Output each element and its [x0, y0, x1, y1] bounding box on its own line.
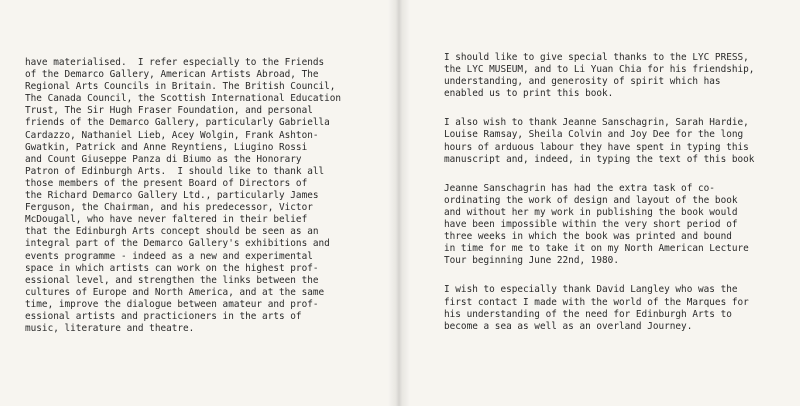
text-line: the Richard Demarco Gallery Ltd., particularly James — [25, 190, 319, 202]
text-line: time, improve the dialogue between amateur and prof- — [25, 298, 319, 310]
text-line: manuscript and, indeed, in typing the text of this book — [444, 153, 755, 165]
text-line: in time for me to take it on my North American Lecture — [444, 243, 749, 255]
text-line: the LYC MUSEUM, and to Li Yuan Chia for his friendship, — [444, 64, 755, 76]
text-line: Ferguson, the Chairman, and his predecessor, Victor — [25, 202, 313, 214]
text-line: ordinating the work of design and layout of the book — [444, 194, 738, 206]
text-line: Jeanne Sanschagrin has had the extra task of co- — [444, 182, 715, 194]
text-line: Patron of Edinburgh Arts. I should like to thank all — [25, 165, 325, 177]
text-line: music, literature and theatre. — [25, 323, 195, 335]
text-line: Gwatkin, Patrick and Anne Reyntiens, Liugino Rossi — [25, 141, 308, 153]
text-line: hours of arduous labour they have spent in typing this — [444, 141, 749, 153]
text-line: have been impossible within the very short period of — [444, 219, 738, 231]
text-line: enabled us to print this book. — [444, 88, 614, 100]
text-line: Tour beginning June 22nd, 1980. — [444, 255, 619, 267]
text-line: essional level, and strengthen the links between the — [25, 274, 319, 286]
text-line: and without her my work in publishing the book would — [444, 206, 738, 218]
text-line: have materialised. I refer especially to the Friends — [25, 57, 325, 68]
text-line: that the Edinburgh Arts concept should be seen as an — [25, 226, 319, 238]
left-page-text — [25, 57, 396, 335]
text-line: Trust, The Sir Hugh Fraser Foundation, and personal — [25, 105, 313, 117]
text-line: I also wish to thank Jeanne Sanschagrin, Sarah Hardie, — [444, 117, 749, 129]
text-line: events programme - indeed as a new and experimental — [25, 250, 313, 262]
text-line: three weeks in which the book was printed and bound — [444, 231, 732, 243]
text-line: those members of the present Board of Directors of — [25, 177, 308, 189]
text-line: essional artists and practicioners in the arts of — [25, 310, 302, 322]
sanschagrin-paragraph — [444, 183, 800, 268]
text-line: The Canada Council, the Scottish International Education — [25, 93, 342, 105]
text-line: Louise Ramsay, Sheila Colvin and Joy Dee for the long — [444, 129, 744, 141]
text-line: friends of the Demarco Gallery, particularly Gabriella — [25, 117, 330, 129]
text-line: integral part of the Demarco Gallery's exhibitions and — [25, 238, 330, 250]
text-line: cultures of Europe and North America, and at the same — [25, 286, 325, 298]
book-gutter — [388, 0, 410, 406]
text-line: first contact I made with the world of the Marques for — [444, 296, 749, 308]
text-line: I should like to give special thanks to the LYC PRESS, — [444, 52, 749, 63]
text-line: I wish to especially thank David Langley who was the — [444, 284, 738, 296]
text-line: Regional Arts Councils in Britain. The British Council, — [25, 81, 336, 93]
text-line: understanding, and generosity of spirit which has — [444, 76, 721, 88]
text-line: his understanding of the need for Edinburgh Arts to — [444, 308, 732, 320]
text-line: McDougall, who have never faltered in their belief — [25, 214, 308, 226]
text-line: space in which artists can work on the highest prof- — [25, 262, 319, 274]
right-page — [396, 0, 800, 406]
text-line: Cardazzo, Nathaniel Lieb, Acey Wolgin, Frank Ashton- — [25, 129, 319, 141]
langley-paragraph — [444, 284, 800, 332]
thanks-lyc-paragraph — [444, 52, 800, 100]
text-line: become a sea as well as an overland Journey. — [444, 320, 693, 332]
thanks-typists-paragraph — [444, 117, 800, 165]
text-line: and Count Giuseppe Panza di Biumo as the Honorary — [25, 153, 302, 165]
text-line: of the Demarco Gallery, American Artists Abroad, The — [25, 69, 319, 81]
left-page — [0, 0, 396, 406]
